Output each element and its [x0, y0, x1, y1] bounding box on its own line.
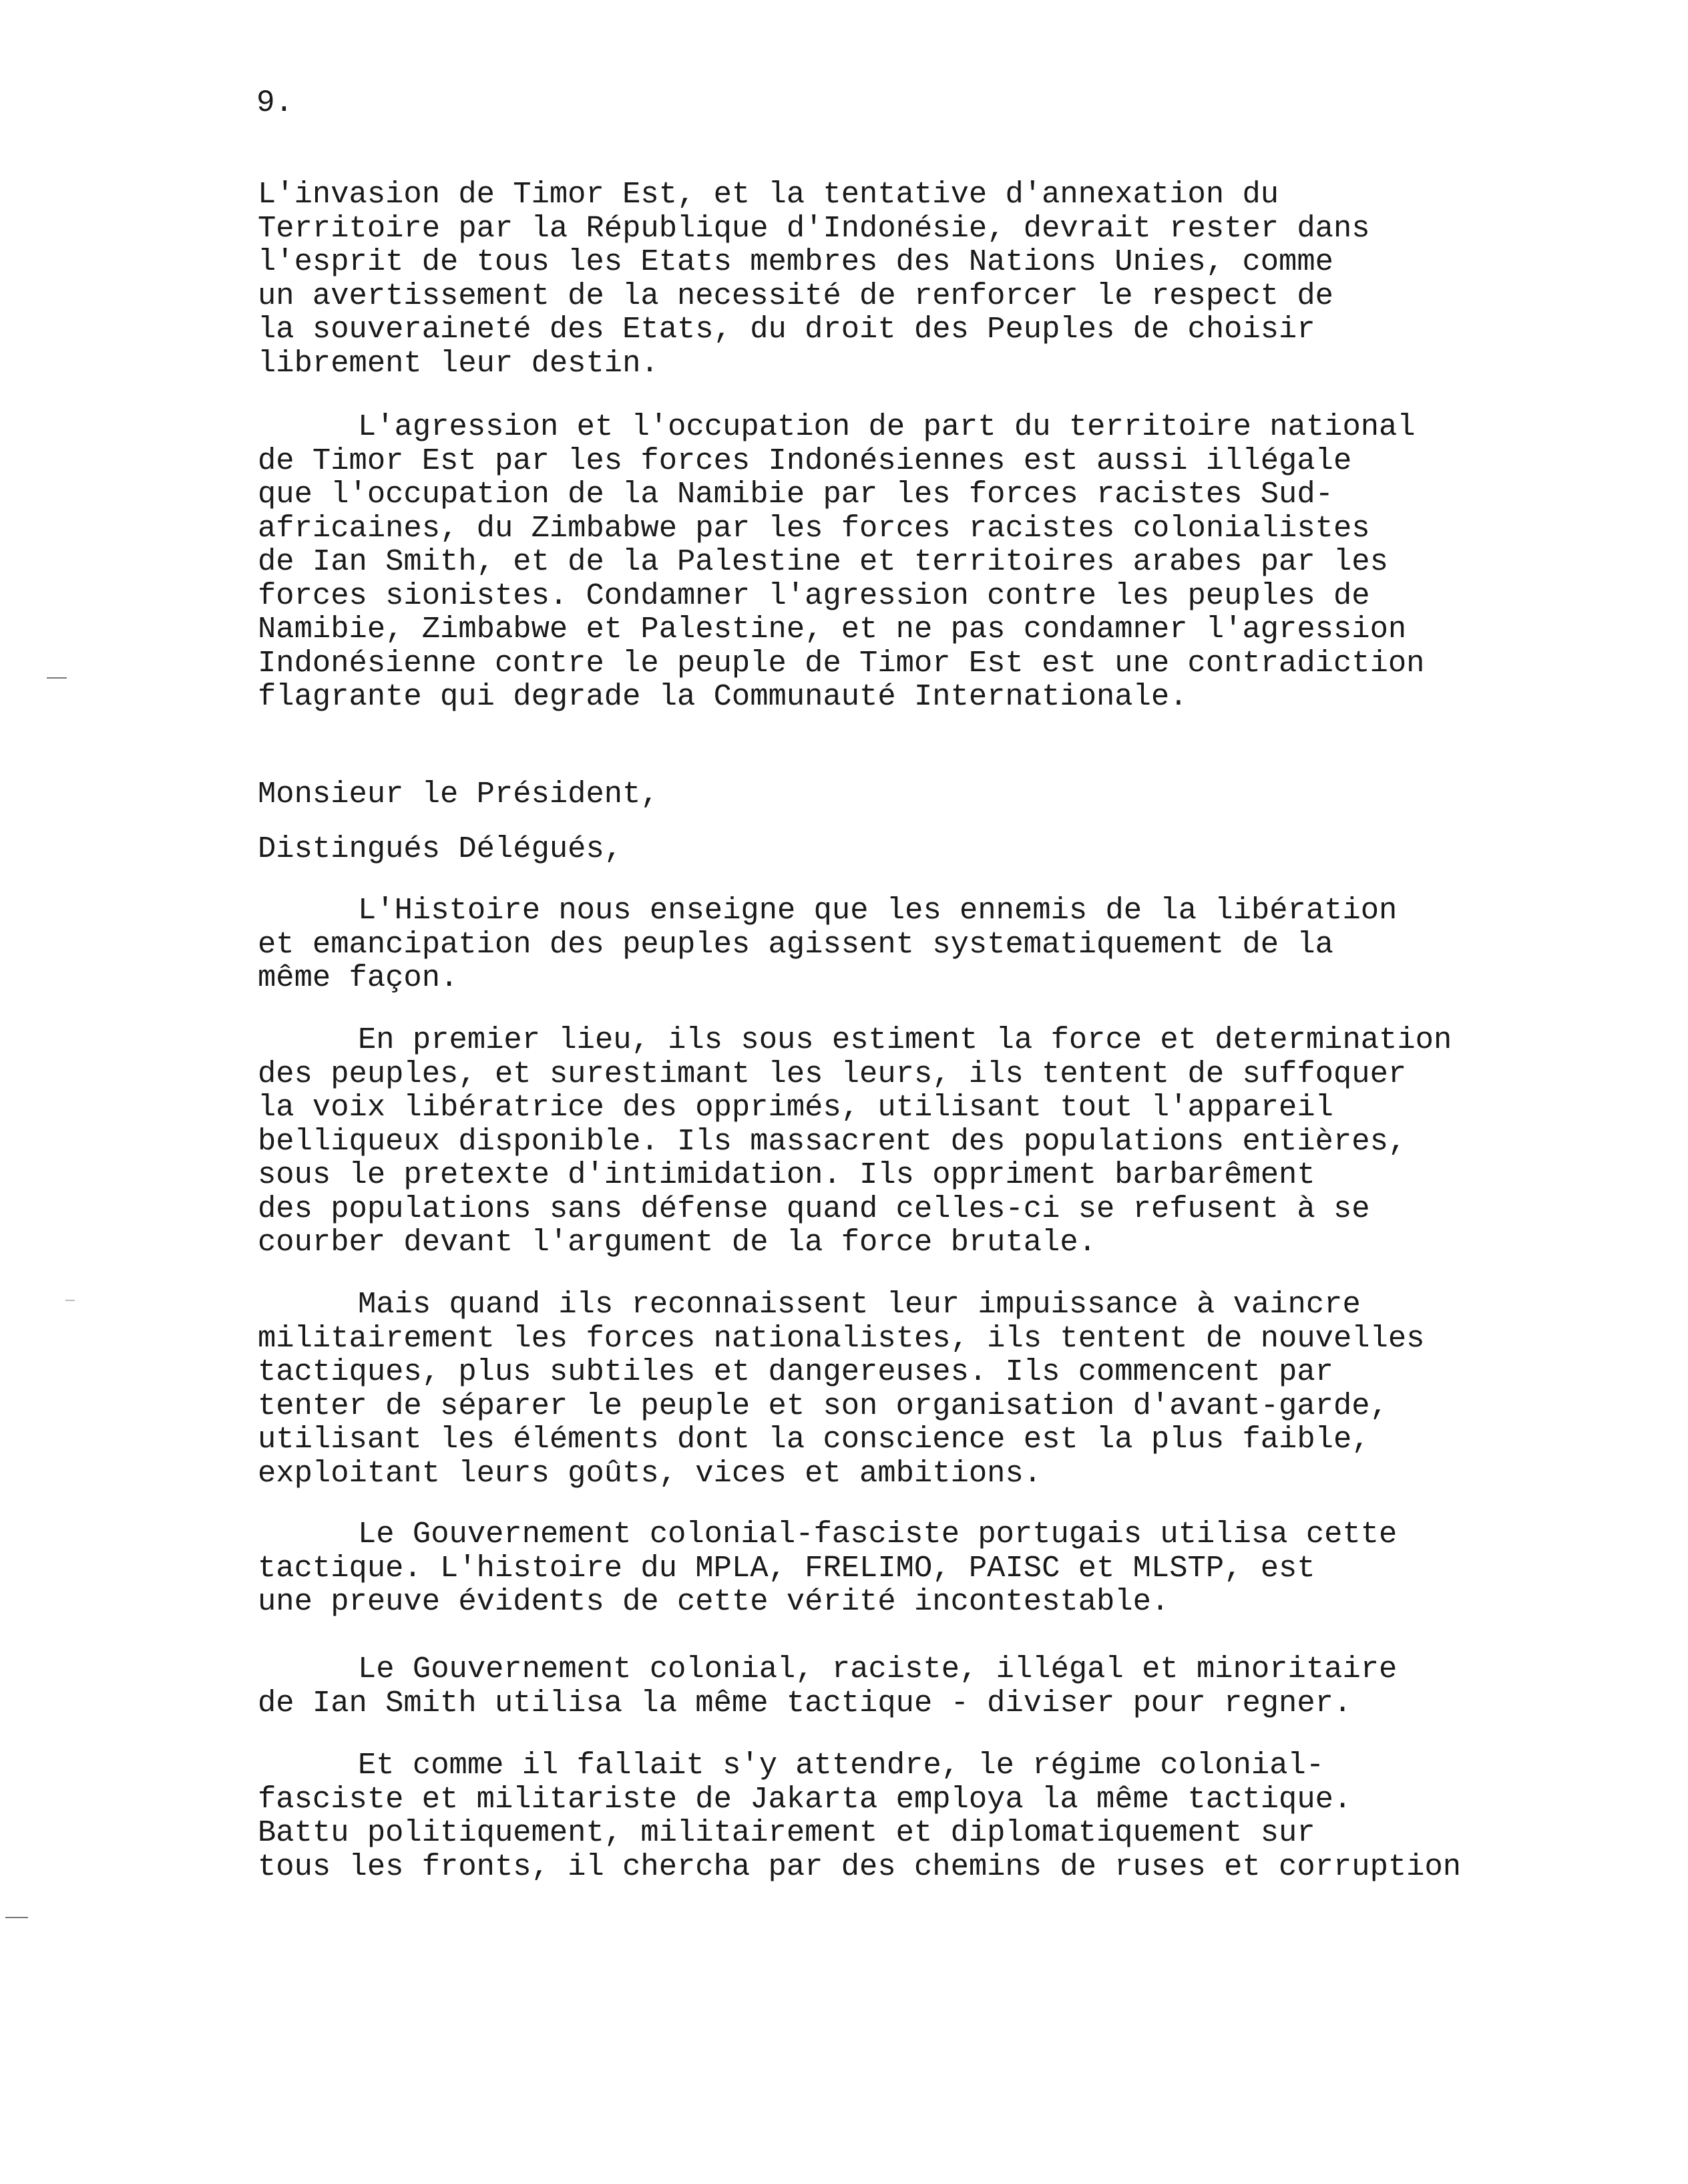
- text-line: et emancipation des peuples agissent systematiquement de la: [258, 926, 1333, 962]
- paragraph-premier-lieu: [258, 1023, 1452, 1260]
- text-line: l'esprit de tous les Etats membres des Nations Unies, comme: [258, 244, 1333, 279]
- text-line: L'invasion de Timor Est, et la tentative d'annexation du: [258, 177, 1279, 212]
- text-line: la souveraineté des Etats, du droit des Peuples de choisir: [258, 312, 1315, 347]
- text-line: militairement les forces nationalistes, ils tentent de nouvelles: [258, 1320, 1425, 1356]
- text-line: tous les fronts, il chercha par des chemins de ruses et corruption: [258, 1849, 1462, 1884]
- text-line: Le Gouvernement colonial, raciste, illégal et minoritaire: [358, 1652, 1398, 1686]
- text-line: exploitant leurs goûts, vices et ambitions.: [258, 1455, 1042, 1491]
- margin-mark: [5, 1917, 28, 1918]
- paragraph-gouvernement-portugais: [258, 1517, 1397, 1619]
- text-line: africaines, du Zimbabwe par les forces racistes colonialistes: [258, 510, 1370, 546]
- text-line: L'agression et l'occupation de part du territoire national: [358, 409, 1416, 444]
- text-line: forces sionistes. Condamner l'agression contre les peuples de: [258, 578, 1370, 613]
- paragraph-histoire: [258, 894, 1397, 995]
- text-line: Territoire par la République d'Indonésie, devrait rester dans: [258, 210, 1370, 246]
- paragraph-ian-smith: [258, 1652, 1397, 1720]
- text-line: Namibie, Zimbabwe et Palestine, et ne pas condamner l'agression: [258, 612, 1407, 647]
- text-line: des populations sans défense quand celles-ci se refusent à se: [258, 1191, 1370, 1226]
- text-line: L'Histoire nous enseigne que les ennemis de la libération: [358, 893, 1398, 928]
- text-line: librement leur destin.: [258, 345, 659, 381]
- text-line: de Timor Est par les forces Indonésiennes est aussi illégale: [258, 443, 1352, 478]
- text-line: belliqueux disponible. Ils massacrent des populations entières,: [258, 1123, 1407, 1159]
- text-line: de Ian Smith utilisa la même tactique - diviser pour regner.: [258, 1685, 1352, 1720]
- salutation-president: [258, 777, 659, 811]
- text-line: que l'occupation de la Namibie par les forces racistes Sud-: [258, 477, 1333, 512]
- text-line: des peuples, et surestimant les leurs, ils tentent de suffoquer: [258, 1056, 1407, 1091]
- text-line: fasciste et militariste de Jakarta employa la même tactique.: [258, 1781, 1352, 1817]
- paragraph-mais-quand: [258, 1288, 1424, 1490]
- text-line: la voix libératrice des opprimés, utilisant tout l'appareil: [258, 1090, 1333, 1125]
- text-line: Le Gouvernement colonial-fasciste portugais utilisa cette: [358, 1517, 1398, 1552]
- paragraph-invasion: [258, 178, 1370, 380]
- text-line: tactique. L'histoire du MPLA, FRELIMO, PAISC et MLSTP, est: [258, 1550, 1315, 1586]
- text-line: de Ian Smith, et de la Palestine et territoires arabes par les: [258, 544, 1388, 579]
- text-line: Et comme il fallait s'y attendre, le régime colonial-: [358, 1748, 1325, 1783]
- text-line: tenter de séparer le peuple et son organisation d'avant-garde,: [258, 1388, 1388, 1423]
- text-line: En premier lieu, ils sous estiment la force et determination: [358, 1023, 1452, 1057]
- text-line: Monsieur le Président,: [258, 777, 659, 811]
- text-line: courber devant l'argument de la force brutale.: [258, 1225, 1097, 1260]
- text-line: un avertissement de la necessité de renforcer le respect de: [258, 278, 1333, 313]
- text-line: Indonésienne contre le peuple de Timor Est est une contradiction: [258, 645, 1425, 681]
- text-line: une preuve évidents de cette vérité incontestable.: [258, 1584, 1170, 1619]
- text-line: Distingués Délégués,: [258, 832, 623, 866]
- page-number: 9.: [256, 85, 294, 120]
- text-line: flagrante qui degrade la Communauté Internationale.: [258, 679, 1188, 714]
- paragraph-jakarta: [258, 1749, 1461, 1883]
- text-line: même façon.: [258, 960, 459, 995]
- salutation-delegues: [258, 832, 622, 866]
- margin-mark: [65, 1300, 75, 1301]
- text-line: Battu politiquement, militairement et diplomatiquement sur: [258, 1815, 1315, 1850]
- text-line: tactiques, plus subtiles et dangereuses. Ils commencent par: [258, 1354, 1333, 1389]
- text-line: Mais quand ils reconnaissent leur impuissance à vaincre: [358, 1287, 1361, 1322]
- text-line: sous le pretexte d'intimidation. Ils oppriment barbarêment: [258, 1157, 1315, 1192]
- text-line: utilisant les éléments dont la conscience est la plus faible,: [258, 1422, 1370, 1457]
- margin-mark: [47, 677, 67, 679]
- paragraph-agression: [258, 410, 1424, 714]
